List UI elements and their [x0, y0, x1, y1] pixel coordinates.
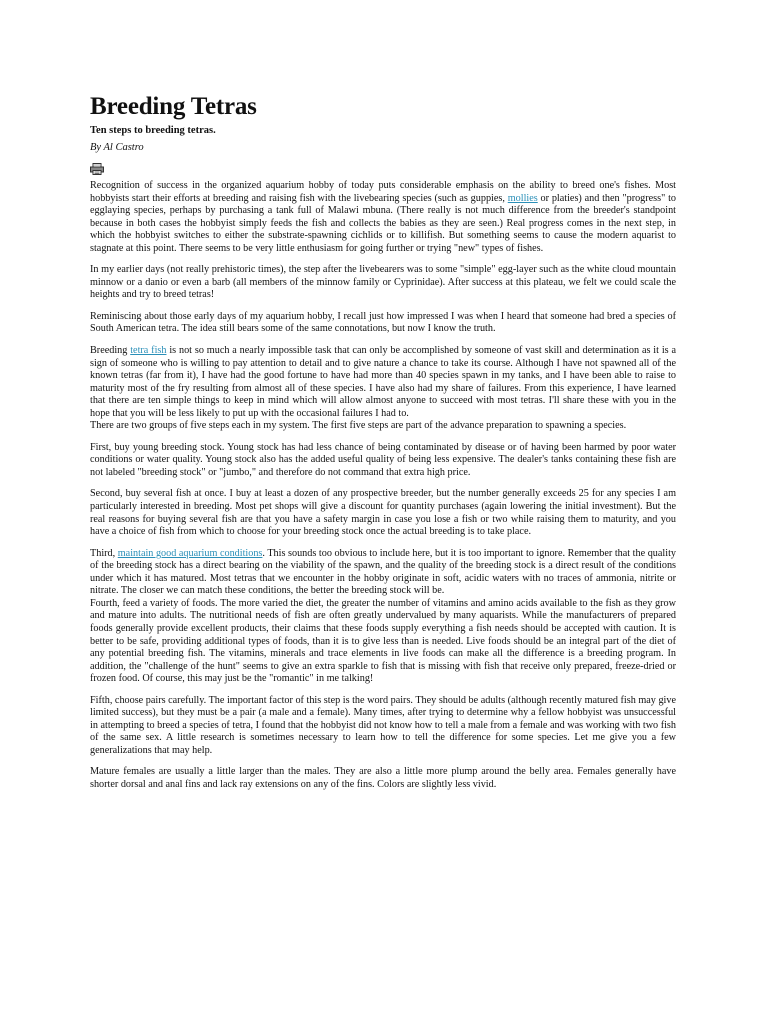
- paragraph-7: Second, buy several fish at once. I buy at least a dozen of any prospective breeder, but the number generally exceeds 25 for any species I am particularly interested in breeding. Most pet shops will give a discount for quantity purchases (again lowering the initial investment). But the real reasons for buying several fish are that you have a safety margin in case you lose a fish or two while raising them to maturity, and you have a choice of fish from which to choose for your breeding stock once the actual breeding is to take place.: [90, 488, 676, 538]
- tetra-fish-link[interactable]: tetra fish: [130, 345, 167, 357]
- paragraph-4: Breeding tetra fish is not so much a nearly impossible task that can only be accomplished by someone of vast skill and determination as it is a sign of someone who is willing to pay attention to detail and to give nature a chance to take its course. Although I have not spawned all of the known tetras (far from it), I have had the good fortune to have had more than 40 species spawn in my tanks, and I have been able to raise to maturity most of the fry resulting from almost all of these species. I have also had my share of failures. From this experience, I have learned that there are ten simple things to keep in mind which will allow almost anyone to succeed with most tetras. I'll share these with you in the hope that you will be less likely to put up with the occasional failures I had to.: [90, 345, 676, 419]
- mollies-link[interactable]: mollies: [507, 192, 538, 204]
- article-body: [90, 180, 676, 792]
- printer-icon[interactable]: [90, 162, 104, 174]
- article: [90, 92, 676, 801]
- paragraph-9: Fourth, feed a variety of foods. The more varied the diet, the greater the number of vitamins and amino acids available to the fish as they grow and mature into adults. The nutritional needs of fish are often greatly undervalued by many aquarists. While the manufacturers of prepared foods generally provide excellent products, their claims that these foods supply everything a fish needs should be accepted with caution. It is better to be safe, providing additional types of foods, than it is to give less than is needed. Live foods should be an integral part of the diet of any potential breeding fish. The vitamins, minerals and trace elements in live foods can make all the difference is a breeding program. In addition, the "challenge of the hunt" seems to give an extra sparkle to fish that is missing with fish that receive only prepared, freeze-dried or frozen food. Of course, this may just be the "romantic" in me talking!: [90, 597, 676, 685]
- article-byline: By Al Castro: [90, 142, 144, 153]
- paragraph-8: Third, maintain good aquarium conditions. This sounds too obvious to include here, but it is too important to ignore. Remember that the quality of the breeding stock has a direct bearing on the viability of the spawn, and the quality of the breeding stock is a direct result of the conditions under which it has matured. Most tetras that we encounter in the hobby originate in soft, acidic waters with no traces of ammonia, nitrite or nitrate. The closer we can match these conditions, the better the breeding stock will be.: [90, 547, 676, 597]
- article-title: Breeding Tetras: [90, 93, 257, 120]
- aquarium-conditions-link[interactable]: maintain good aquarium conditions: [117, 547, 263, 559]
- paragraph-5: There are two groups of five steps each in my system. The first five steps are part of the advance preparation to spawning a species.: [90, 420, 627, 432]
- paragraph-6: First, buy young breeding stock. Young stock has had less chance of being contaminated by disease or of having been harmed by poor water conditions or water quality. Young stock also has the added useful quality of being less expensive. The dealer's tanks containing these fish are not labeled "breeding stock" or "jumbo," and therefore do not command that extra high price.: [90, 441, 676, 478]
- paragraph-2: In my earlier days (not really prehistoric times), the step after the livebearers was to some "simple" egg-layer such as the white cloud mountain minnow or a danio or even a barb (all members of the minnow family or Cyprinidae). After success at this plateau, we felt we could scale the heights and try to breed tetras!: [90, 264, 676, 301]
- paragraph-3: Reminiscing about those early days of my aquarium hobby, I recall just how impressed I was when I heard that someone had bred a species of South American tetra. The idea still bears some of the same connotations, but now I know the truth.: [90, 310, 676, 335]
- paragraph-10: Fifth, choose pairs carefully. The important factor of this step is the word pairs. They should be adults (although recently matured fish may give limited success), but they must be a pair (a male and a female). Many times, after trying to determine why a fellow hobbyist was unsuccessful in attempting to breed a species of tetra, I found that the hobbyist did not know how to tell a male from a female and was working with two fish of the same sex. A little research is sometimes necessary to learn how to tell the difference for some species. Let me give you a few generalizations that may help.: [90, 694, 676, 756]
- paragraph-11: Mature females are usually a little larger than the males. They are also a little more plump around the belly area. Females generally have shorter dorsal and anal fins and lack ray extensions on any of the fins. Colors are slightly less vivid.: [90, 766, 676, 790]
- article-subtitle: Ten steps to breeding tetras.: [90, 125, 216, 136]
- paragraph-1: Recognition of success in the organized aquarium hobby of today puts considerable emphasis on the ability to breed one's fishes. Most hobbyists start their efforts at breeding and raising fish with the livebearing species (such as guppies, mollies or platies) and then "progress" to egglaying species, perhaps by purchasing a tank full of Malawi mbuna. (There really is not much difference from the breeder's standpoint because in both cases the hobbyist simply feeds the fish and collects the babies as they are seen.) Real progress comes in the next step, in which the hobbyist switches to either the substrate-spawning cichlids or to killifish. But something seems to cause the modern aquarist to stagnate at this point. There seems to be very little enthusiasm for going further or trying "new" types of fishes.: [90, 180, 676, 254]
